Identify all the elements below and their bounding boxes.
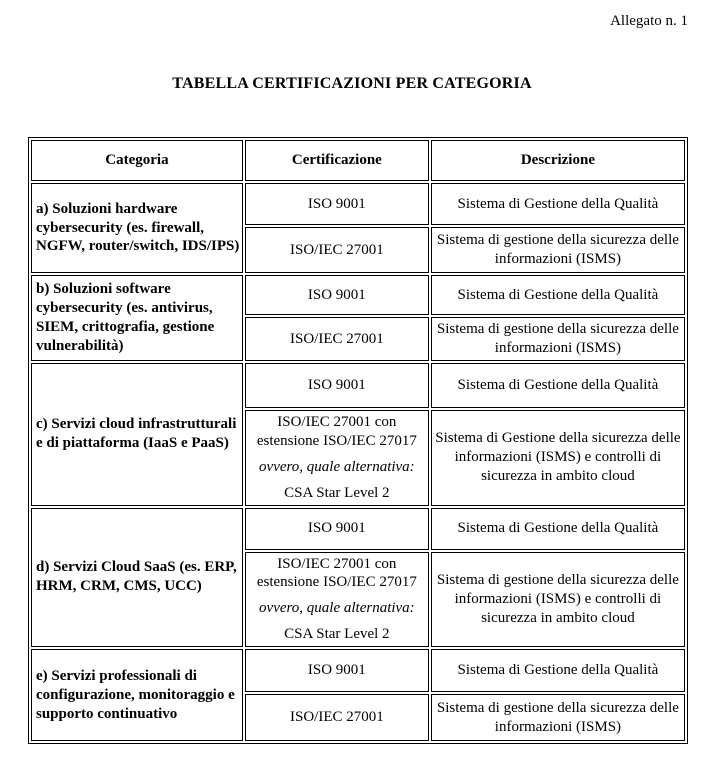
description-cell: Sistema di Gestione della Qualità (431, 649, 685, 692)
description-cell: Sistema di gestione della sicurezza delle informazioni (ISMS) e controlli di sicurezza in ambito cloud (431, 552, 685, 648)
column-header-categoria: Categoria (31, 140, 243, 181)
column-header-descrizione: Descrizione (431, 140, 685, 181)
certification-line: ISO/IEC 27001 con estensione ISO/IEC 27017 (256, 555, 417, 591)
certification-cell: ISO/IEC 27001 (245, 317, 429, 361)
table-row (31, 649, 685, 692)
certification-line: ISO/IEC 27001 con estensione ISO/IEC 27017 (256, 414, 417, 449)
certification-cell: ISO/IEC 27001 (245, 227, 429, 273)
table-row (31, 275, 685, 315)
description-cell: Sistema di Gestione della Qualità (431, 508, 685, 550)
description-cell: Sistema di Gestione della Qualità (431, 183, 685, 225)
table-row (31, 183, 685, 225)
page-title: TABELLA CERTIFICAZIONI PER CATEGORIA (172, 75, 532, 92)
certifications-table (28, 137, 688, 744)
certification-cell (245, 552, 429, 648)
category-cell-e: e) Servizi professionali di configurazione, monitoraggio e supporto continuativo (31, 649, 243, 741)
certification-line: CSA Star Level 2 (284, 626, 390, 643)
category-cell-a: a) Soluzioni hardware cybersecurity (es. firewall, NGFW, router/switch, IDS/IPS) (31, 183, 243, 273)
certification-cell: ISO/IEC 27001 (245, 694, 429, 741)
certification-cell (245, 410, 429, 506)
description-cell: Sistema di Gestione della Qualità (431, 275, 685, 315)
category-cell-c: c) Servizi cloud infrastrutturali e di piattaforma (IaaS e PaaS) (31, 363, 243, 506)
category-cell-d: d) Servizi Cloud SaaS (es. ERP, HRM, CRM, CMS, UCC) (31, 508, 243, 648)
certification-alternative-note: ovvero, quale alternativa: (259, 458, 415, 475)
certification-cell: ISO 9001 (245, 275, 429, 315)
certification-line: CSA Star Level 2 (284, 484, 390, 501)
table-row (31, 508, 685, 550)
table-header-row (31, 140, 685, 181)
column-header-certificazione: Certificazione (245, 140, 429, 181)
table-row (31, 363, 685, 408)
certification-cell: ISO 9001 (245, 649, 429, 692)
category-cell-b: b) Soluzioni software cybersecurity (es. antivirus, SIEM, crittografia, gestione vulnerabilità) (31, 275, 243, 361)
description-cell: Sistema di Gestione della sicurezza delle informazioni (ISMS) e controlli di sicurezza in ambito cloud (431, 410, 685, 506)
annex-label: Allegato n. 1 (610, 13, 688, 29)
description-cell: Sistema di gestione della sicurezza delle informazioni (ISMS) (431, 694, 685, 741)
description-cell: Sistema di gestione della sicurezza delle informazioni (ISMS) (431, 317, 685, 361)
description-cell: Sistema di Gestione della Qualità (431, 363, 685, 408)
certification-cell: ISO 9001 (245, 183, 429, 225)
certification-cell: ISO 9001 (245, 363, 429, 408)
description-cell: Sistema di gestione della sicurezza delle informazioni (ISMS) (431, 227, 685, 273)
certification-alternative-note: ovvero, quale alternativa: (259, 600, 415, 617)
certification-cell: ISO 9001 (245, 508, 429, 550)
